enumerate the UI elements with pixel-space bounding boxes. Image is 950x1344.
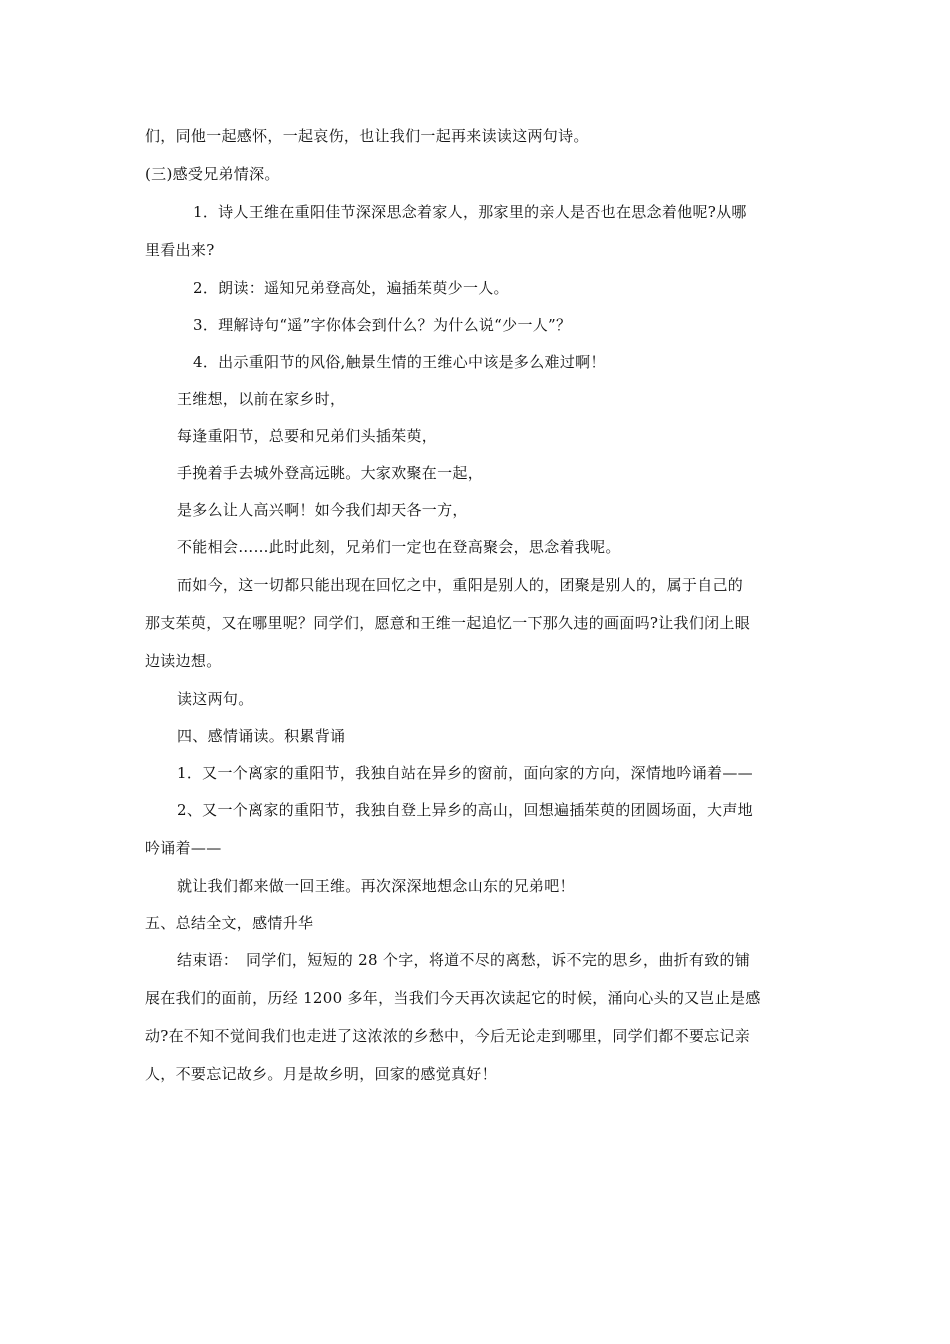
list-item-1: 1．诗人王维在重阳佳节深深思念着家人，那家里的亲人是否也在思念着他呢?从哪 <box>193 203 747 221</box>
paragraph-line-1: 们，同他一起感怀，一起哀伤，也让我们一起再来读读这两句诗。 <box>145 127 589 145</box>
list-item-2: 2．朗读：遥知兄弟登高处，遍插茱萸少一人。 <box>193 279 509 297</box>
conclusion-line-3: 动?在不知不觉间我们也走进了这浓浓的乡愁中，今后无论走到哪里，同学们都不要忘记亲 <box>145 1027 751 1045</box>
recite-item-2: 2、又一个离家的重阳节，我独自登上异乡的高山，回想遍插茱萸的团圆场面，大声地 <box>177 801 753 819</box>
recite-item-1: 1．又一个离家的重阳节，我独自站在异乡的窗前，面向家的方向，深情地吟诵着—— <box>177 764 753 782</box>
paragraph-line-3: 那支茱萸，又在哪里呢？同学们，愿意和王维一起追忆一下那久违的画面吗?让我们闭上眼 <box>145 614 751 632</box>
conclusion-line-4: 人，不要忘记故乡。月是故乡明，回家的感觉真好！ <box>145 1065 497 1083</box>
recite-item-2-continued: 吟诵着—— <box>145 839 222 857</box>
list-item-4: 4．出示重阳节的风俗,触景生情的王维心中该是多么难过啊！ <box>193 353 606 371</box>
conclusion-line-1: 结束语： 同学们，短短的 28 个字，将道不尽的离愁，诉不完的思乡，曲折有致的铺 <box>177 951 751 969</box>
paragraph-line-5: 读这两句。 <box>177 690 254 708</box>
poem-line-5: 不能相会……此时此刻，兄弟们一定也在登高聚会，思念着我呢。 <box>177 538 621 556</box>
paragraph-line-2: 而如今，这一切都只能出现在回忆之中，重阳是别人的，团聚是别人的，属于自己的 <box>177 576 744 594</box>
poem-line-1: 王维想，以前在家乡时， <box>177 390 346 408</box>
poem-line-3: 手挽着手去城外登高远眺。大家欢聚在一起， <box>177 464 484 482</box>
list-item-3: 3．理解诗句“遥”字你体会到什么？为什么说“少一人”？ <box>193 316 572 334</box>
paragraph-line-6: 就让我们都来做一回王维。再次深深地想念山东的兄弟吧！ <box>177 877 575 895</box>
paragraph-line-4: 边读边想。 <box>145 652 222 670</box>
section-heading-3: (三)感受兄弟情深。 <box>145 165 280 183</box>
list-item-1-continued: 里看出来? <box>145 241 215 259</box>
poem-line-2: 每逢重阳节，总要和兄弟们头插茱萸， <box>177 427 438 445</box>
poem-line-4: 是多么让人高兴啊！如今我们却天各一方， <box>177 501 468 519</box>
section-heading-5: 五、总结全文，感情升华 <box>145 914 314 932</box>
section-heading-4: 四、感情诵读。积累背诵 <box>177 727 346 745</box>
conclusion-line-2: 展在我们的面前，历经 1200 多年，当我们今天再次读起它的时候，涌向心头的又岂止是感 <box>145 989 761 1007</box>
